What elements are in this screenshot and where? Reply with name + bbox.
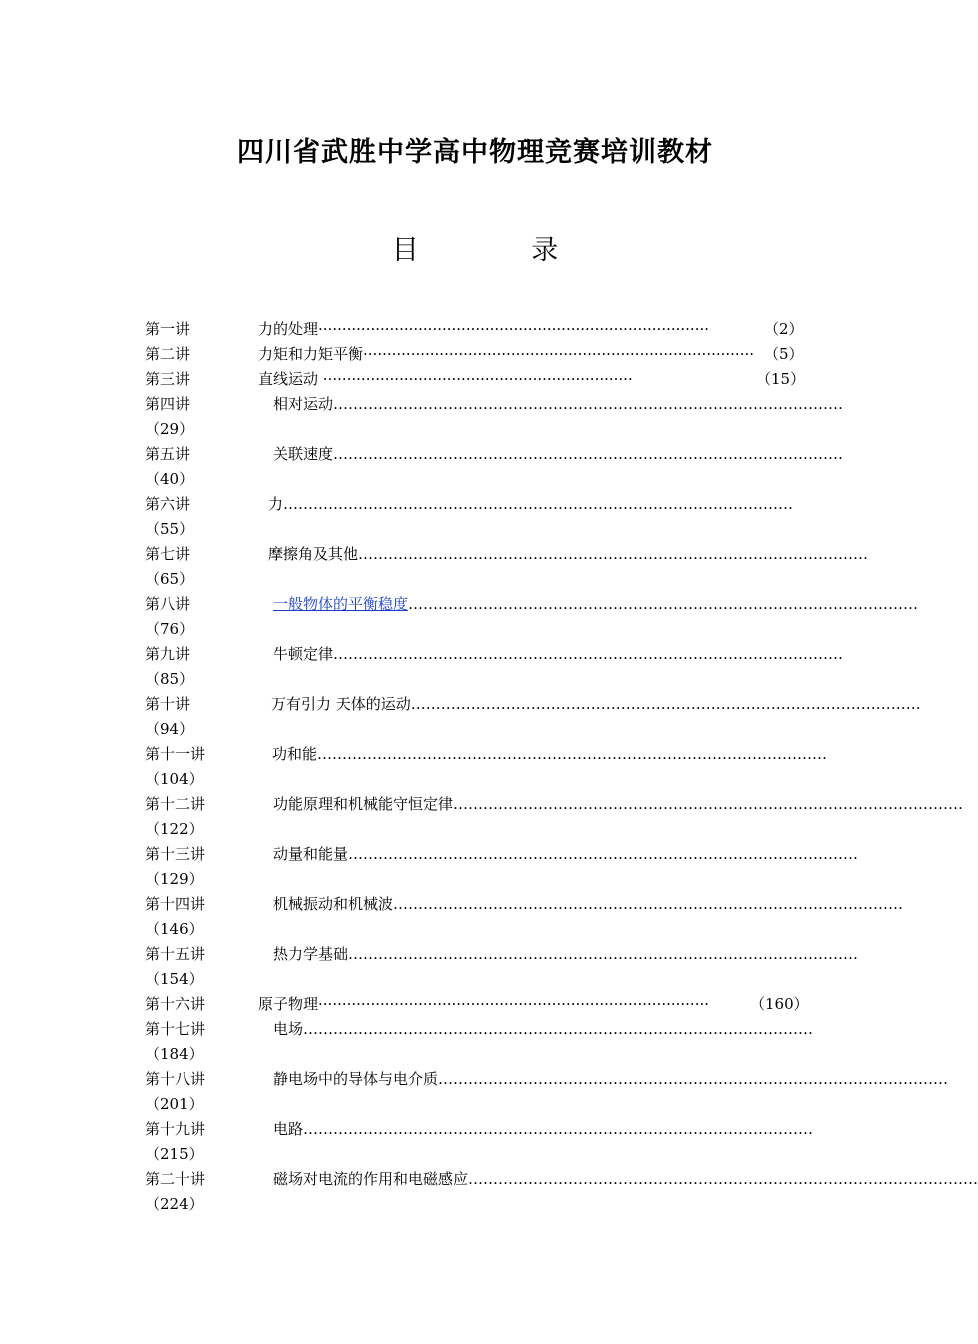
lecture-number: 第十七讲 [145, 1020, 206, 1038]
toc-entry [145, 743, 828, 793]
lecture-number: 第十四讲 [145, 895, 206, 913]
lecture-number: 第十五讲 [145, 945, 206, 963]
lecture-number: 第十九讲 [145, 1120, 206, 1138]
lecture-topic: 相对运动………………………………………………………………………………………… [273, 395, 844, 413]
lecture-topic: 牛顿定律………………………………………………………………………………………… [273, 645, 844, 663]
toc-entry [145, 993, 807, 1018]
lecture-number: 第一讲 [145, 320, 191, 338]
page-number: （160） [750, 995, 809, 1013]
page-number: （146） [145, 920, 204, 938]
toc-entry [145, 443, 844, 493]
toc-entry [145, 543, 869, 593]
page-number: （215） [145, 1145, 204, 1163]
page-number: （55） [145, 520, 195, 538]
lecture-number: 第十六讲 [145, 995, 206, 1013]
page-number: （94） [145, 720, 195, 738]
toc-entry [145, 943, 859, 993]
lecture-topic: 万有引力 天体的运动………………………………………………………………………………………… [271, 695, 921, 713]
toc-entry [145, 793, 964, 843]
lecture-topic: 电路………………………………………………………………………………………… [273, 1120, 814, 1138]
lecture-topic: 功能原理和机械能守恒定律………………………………………………………………………………………… [273, 795, 964, 813]
lecture-topic: 功和能………………………………………………………………………………………… [272, 745, 828, 763]
page-number: （40） [145, 470, 195, 488]
page-number: （224） [145, 1195, 204, 1213]
page-title: 四川省武胜中学高中物理竞赛培训教材 [237, 137, 713, 168]
lecture-topic: 力………………………………………………………………………………………… [268, 495, 794, 513]
lecture-topic: 直线运动 ································································· [258, 370, 633, 388]
lecture-number: 第二讲 [145, 345, 191, 363]
page-number: （201） [145, 1095, 204, 1113]
lecture-topic: 热力学基础………………………………………………………………………………………… [273, 945, 859, 963]
table-of-contents [145, 318, 978, 1218]
page-number: （15） [756, 370, 806, 388]
lecture-number: 第六讲 [145, 495, 191, 513]
lecture-topic: 力矩和力矩平衡·················································································· [258, 345, 754, 363]
toc-entry [145, 843, 859, 893]
topic-link[interactable]: 一般物体的平衡稳度 [273, 595, 409, 613]
page-number: （29） [145, 420, 195, 438]
toc-entry [145, 1018, 814, 1068]
lecture-number: 第十讲 [145, 695, 191, 713]
toc-entry [145, 368, 807, 393]
lecture-topic: 一般物体的平衡稳度………………………………………………………………………………………… [273, 595, 919, 613]
lecture-number: 第十一讲 [145, 745, 206, 763]
toc-entry [145, 343, 807, 368]
lecture-number: 第十八讲 [145, 1070, 206, 1088]
page-number: （122） [145, 820, 204, 838]
page-number: （2） [764, 320, 804, 338]
lecture-topic: 机械振动和机械波………………………………………………………………………………………… [273, 895, 904, 913]
page-number: （104） [145, 770, 204, 788]
lecture-topic: 磁场对电流的作用和电磁感应………………………………………………………………………………………… [273, 1170, 978, 1188]
page-number: （154） [145, 970, 204, 988]
lecture-topic: 关联速度………………………………………………………………………………………… [273, 445, 844, 463]
toc-entry [145, 643, 844, 693]
toc-entry [145, 393, 844, 443]
lecture-topic: 动量和能量………………………………………………………………………………………… [273, 845, 859, 863]
lecture-number: 第九讲 [145, 645, 191, 663]
page-number: （85） [145, 670, 195, 688]
lecture-number: 第五讲 [145, 445, 191, 463]
page-number: （5） [764, 345, 804, 363]
lecture-number: 第四讲 [145, 395, 191, 413]
toc-heading: 目 录 [391, 235, 611, 266]
toc-entry [145, 893, 904, 943]
lecture-topic: 电场………………………………………………………………………………………… [273, 1020, 814, 1038]
lecture-number: 第十二讲 [145, 795, 206, 813]
toc-entry [145, 1118, 814, 1168]
lecture-number: 第三讲 [145, 370, 191, 388]
page-number: （76） [145, 620, 195, 638]
lecture-topic: 力的处理·················································································· [258, 320, 709, 338]
page-number: （129） [145, 870, 204, 888]
page-number: （184） [145, 1045, 204, 1063]
lecture-number: 第七讲 [145, 545, 191, 563]
toc-entry [145, 1068, 949, 1118]
lecture-number: 第二十讲 [145, 1170, 206, 1188]
page-number: （65） [145, 570, 195, 588]
lecture-number: 第八讲 [145, 595, 191, 613]
lecture-number: 第十三讲 [145, 845, 206, 863]
toc-entry [145, 1168, 978, 1218]
lecture-topic: 原子物理·················································································· [258, 995, 709, 1013]
toc-entry [145, 493, 807, 543]
toc-entry [145, 693, 921, 743]
toc-entry [145, 318, 807, 343]
lecture-topic: 摩擦角及其他………………………………………………………………………………………… [268, 545, 869, 563]
toc-entry [145, 593, 919, 643]
lecture-topic: 静电场中的导体与电介质………………………………………………………………………………………… [273, 1070, 949, 1088]
